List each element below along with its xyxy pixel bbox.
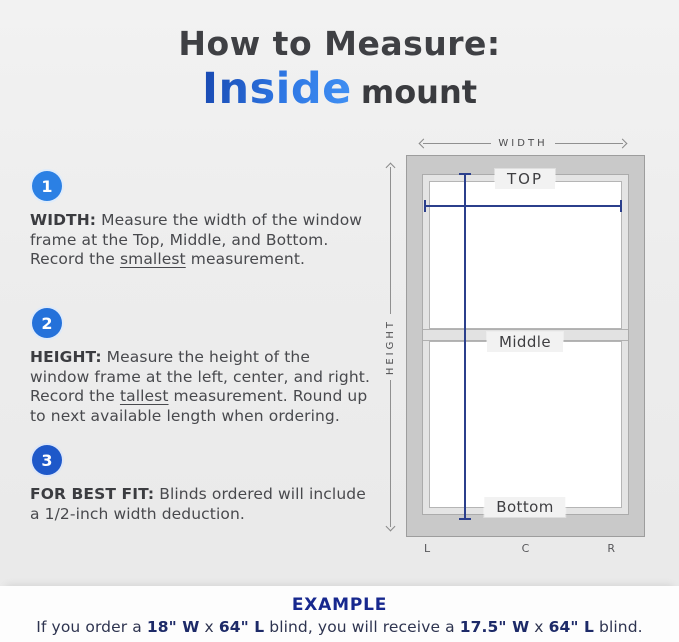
title-mount: mount [360, 73, 478, 111]
step-2-number: 2 [41, 313, 53, 333]
step-1-underlined-word: smallest [119, 250, 186, 268]
arrow-up-icon [385, 163, 395, 173]
example-seg-1: If you order a [36, 618, 147, 636]
step-3-number-badge [30, 443, 64, 477]
step-1-number: 1 [41, 176, 53, 196]
example-footer [0, 586, 679, 642]
title-line2 [0, 64, 679, 114]
arrow-down-icon [385, 522, 395, 532]
upper-window-pane [429, 181, 622, 329]
step-3-text [30, 485, 370, 524]
step-2-text [30, 348, 370, 426]
step-1-body: Measure the width of the window frame at the Top, Middle, and Bottom. Record the [30, 211, 363, 268]
step-2-body: Measure the height of the window frame at the left, center, and right. Record the [30, 348, 371, 405]
step-2-underlined-word: tallest [119, 387, 169, 405]
bottom-position-label: Bottom [484, 497, 565, 517]
top-position-label: TOP [495, 169, 555, 189]
step-1-lead: WIDTH: [30, 211, 97, 229]
example-seg-7: x [529, 618, 549, 636]
height-label: HEIGHT [384, 318, 396, 376]
window-measurement-diagram [378, 128, 670, 578]
step-2-body-end: measurement. Round up to next available length when ordering. [30, 387, 368, 425]
example-heading: EXAMPLE [291, 595, 388, 615]
step-1 [30, 169, 370, 270]
height-arrow-line-top [390, 167, 391, 314]
example-sentence [0, 618, 679, 636]
step-1-number-badge [30, 169, 64, 203]
step-2 [30, 306, 370, 426]
width-dimension-arrow [420, 137, 626, 149]
step-2-number-badge [30, 306, 64, 340]
step-2-lead: HEIGHT: [30, 348, 102, 366]
example-seg-4: 64" L [218, 618, 265, 636]
width-arrow-line-left [423, 143, 491, 144]
middle-position-label: Middle [487, 332, 563, 352]
left-center-right-markers [406, 542, 645, 558]
width-arrow-line-right [555, 143, 623, 144]
step-3-body: Blinds ordered will include a 1/2-inch width deduction. [30, 485, 366, 523]
title-inside: Inside [201, 64, 352, 114]
example-seg-2: 18" W [146, 618, 200, 636]
title-line1: How to Measure: [178, 24, 501, 63]
step-3-lead: FOR BEST FIT: [30, 485, 155, 503]
example-seg-6: 17.5" W [459, 618, 530, 636]
arrow-right-icon [618, 138, 628, 148]
step-1-text [30, 211, 370, 270]
page-title [0, 24, 679, 114]
marker-center: C [521, 542, 530, 555]
horizontal-measure-line [424, 205, 622, 207]
width-label: WIDTH [498, 137, 548, 149]
marker-left: L [424, 542, 431, 555]
step-3 [30, 443, 370, 524]
vertical-measure-line [464, 173, 466, 520]
height-dimension-arrow [384, 164, 396, 530]
arrow-left-icon [419, 138, 429, 148]
step-3-number: 3 [41, 450, 53, 470]
height-arrow-line-bottom [390, 380, 391, 527]
lower-window-pane [429, 341, 622, 508]
marker-right: R [607, 542, 615, 555]
example-seg-5: blind, you will receive a [264, 618, 460, 636]
example-seg-8: 64" L [548, 618, 595, 636]
example-seg-3: x [199, 618, 219, 636]
step-1-body-end: measurement. [185, 250, 306, 268]
example-seg-9: blind. [594, 618, 643, 636]
